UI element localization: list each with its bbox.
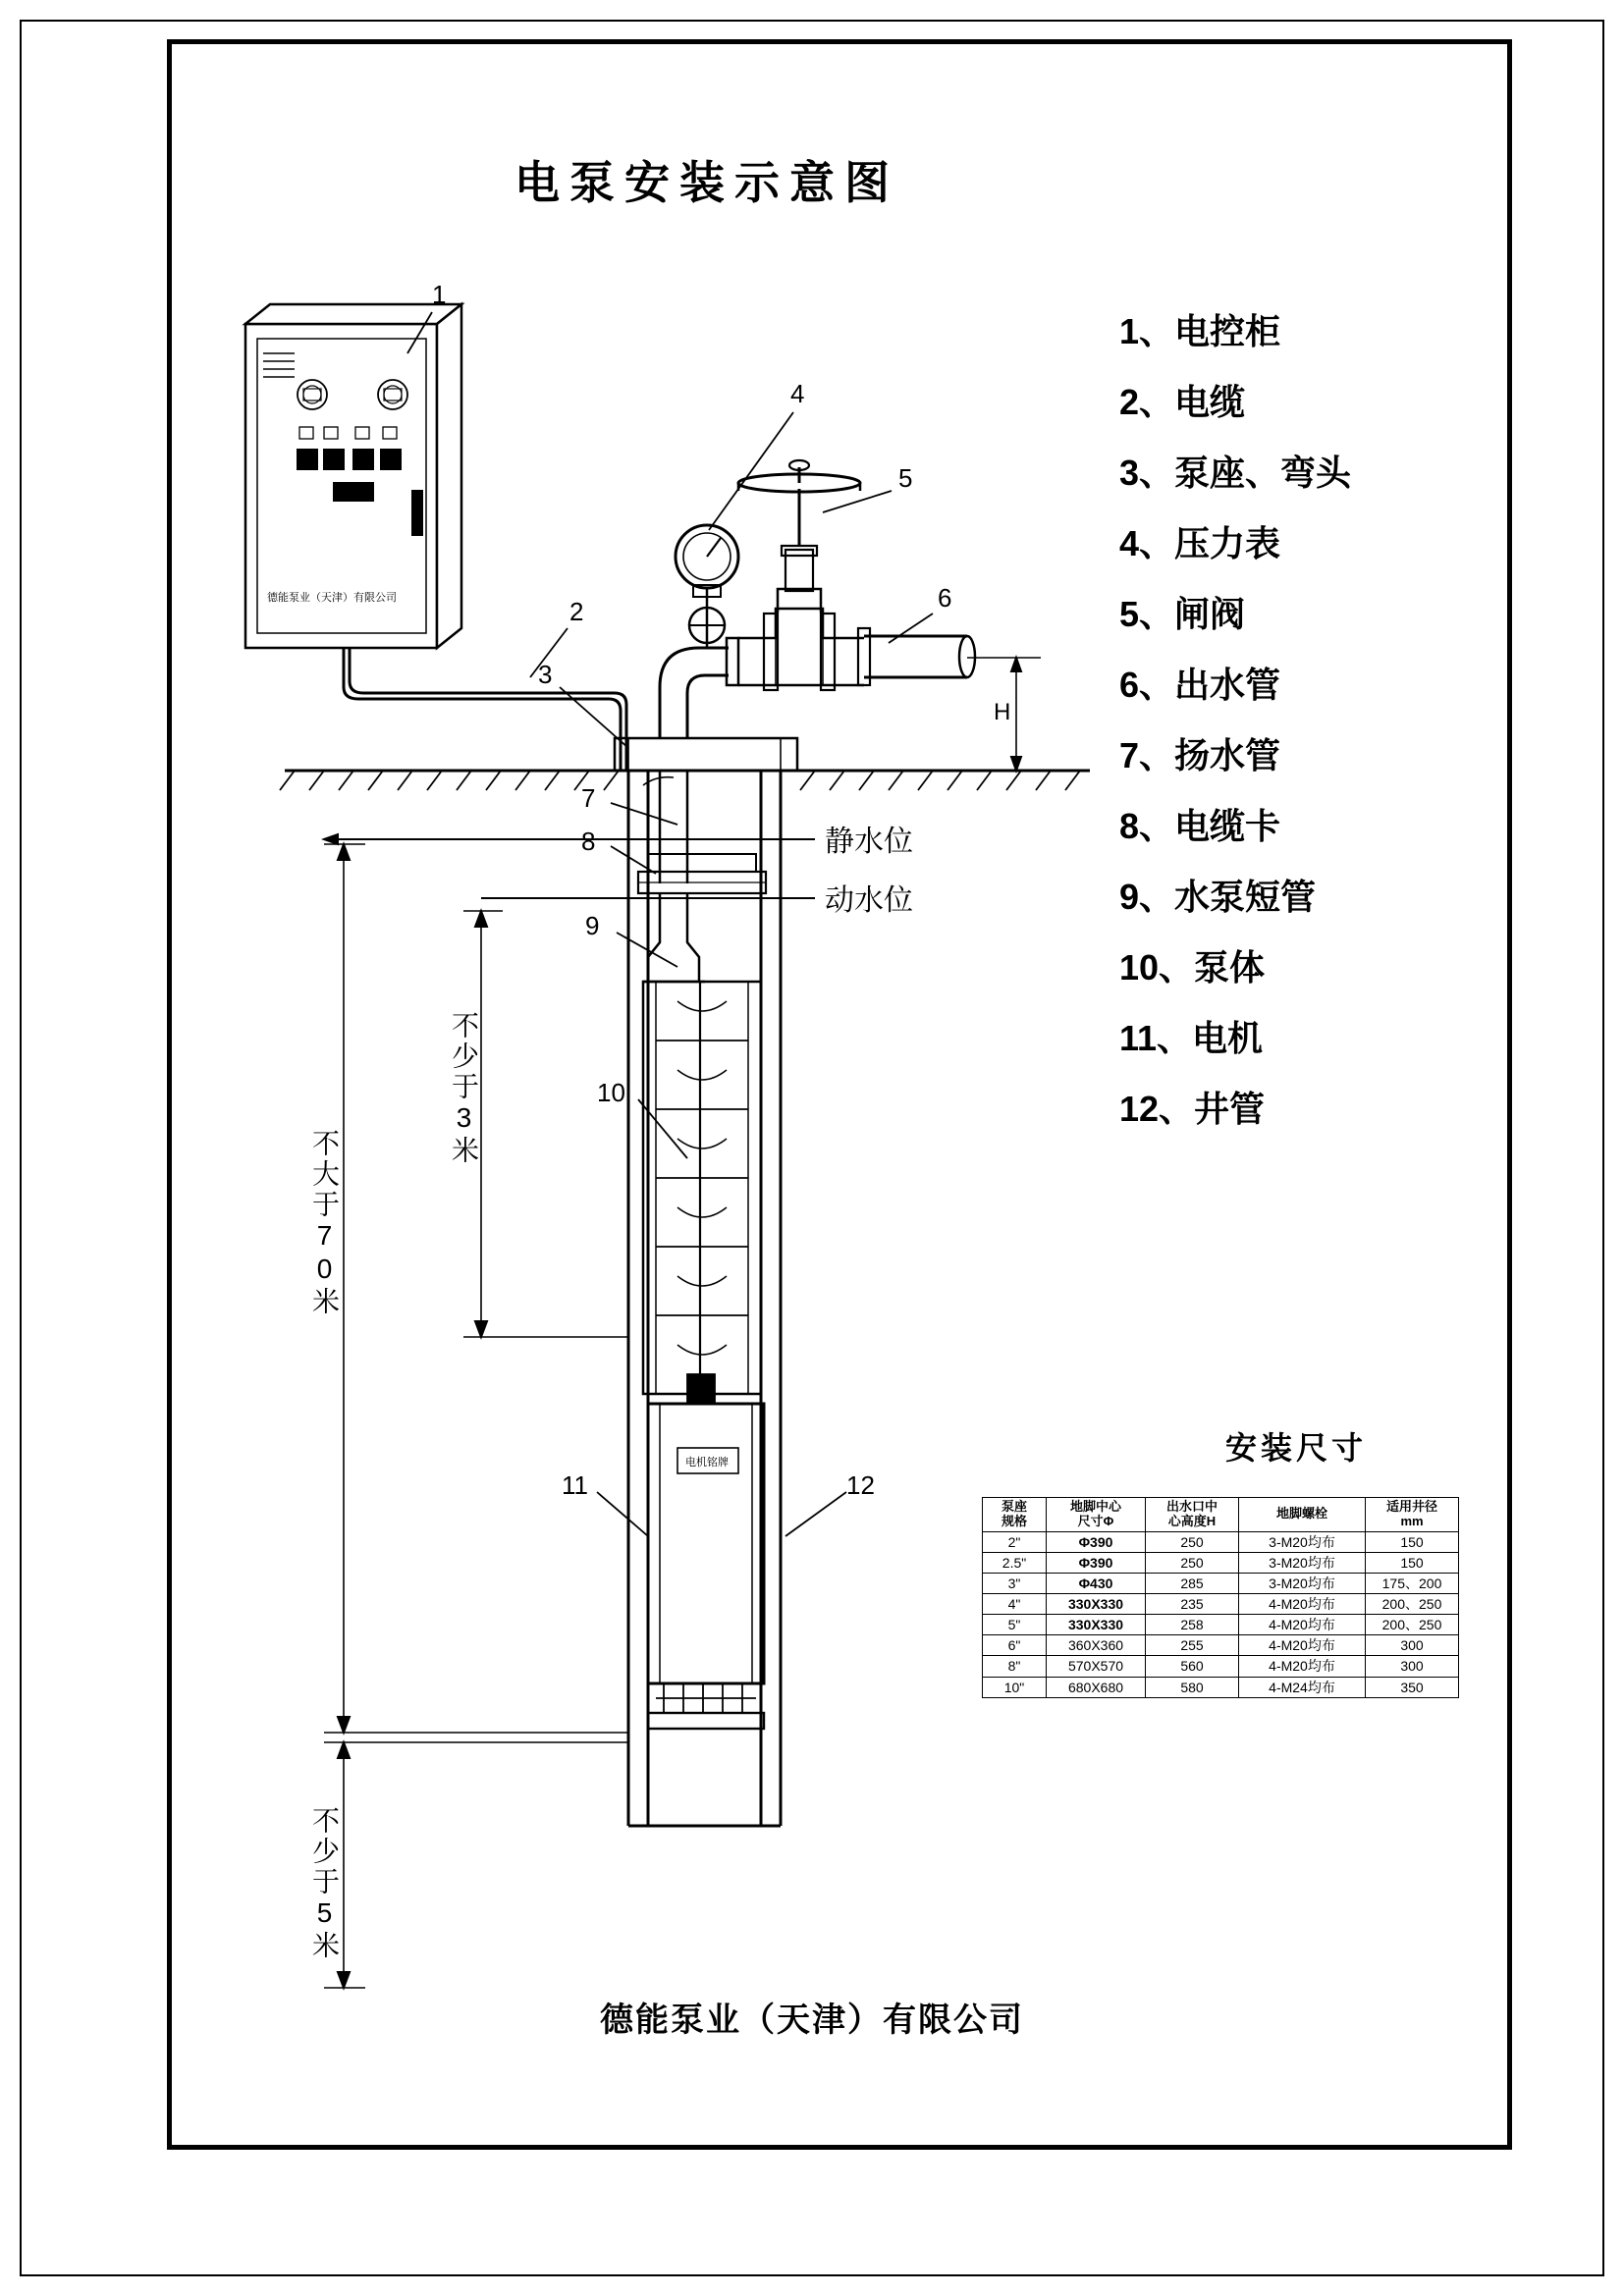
- callout-12: 12: [846, 1470, 875, 1500]
- dim-3m-label: 不少于3米: [449, 1011, 479, 1166]
- cell-outlet-height: 285: [1146, 1574, 1239, 1594]
- cell-well-dia: 350: [1366, 1677, 1459, 1697]
- ground-line: [280, 771, 1090, 790]
- table-row: [983, 1531, 1459, 1552]
- cell-spec: 5": [983, 1615, 1047, 1635]
- well-casing: [628, 771, 781, 1826]
- cell-outlet-height: 250: [1146, 1531, 1239, 1552]
- callout-2: 2: [569, 597, 584, 626]
- header-well-line2: mm: [1400, 1513, 1424, 1528]
- callout-7: 7: [581, 783, 596, 813]
- riser-pipe: [643, 771, 687, 883]
- header-bolt-line1: 地脚中心: [1069, 1499, 1121, 1514]
- callout-10: 10: [597, 1078, 625, 1107]
- cell-spec: 8": [983, 1656, 1047, 1677]
- cell-spec: 10": [983, 1677, 1047, 1697]
- cell-anchor-bolts: 4-M20均布: [1239, 1656, 1366, 1677]
- dimension-table-title: 安装尺寸: [1224, 1430, 1367, 1466]
- callout-3: 3: [538, 660, 553, 689]
- cell-well-dia: 150: [1366, 1552, 1459, 1573]
- header-spec-line2: 规格: [1001, 1513, 1027, 1528]
- header-cell-bolt-circle: [1047, 1498, 1146, 1532]
- table-row: [983, 1656, 1459, 1677]
- cell-outlet-height: 560: [1146, 1656, 1239, 1677]
- cell-anchor-bolts: 4-M20均布: [1239, 1635, 1366, 1656]
- legend-item-4: 4、压力表: [1119, 523, 1281, 563]
- table-row: [983, 1594, 1459, 1615]
- cell-spec: 4": [983, 1594, 1047, 1615]
- cell-bolt-circle: 330X330: [1047, 1594, 1146, 1615]
- legend-item-5: 5、闸阀: [1119, 594, 1246, 634]
- table-row: [983, 1677, 1459, 1697]
- cabinet-brand-label: 德能泵业（天津）有限公司: [267, 592, 397, 604]
- legend-item-8: 8、电缆卡: [1119, 806, 1281, 846]
- legend-item-12: 12、井管: [1119, 1089, 1266, 1129]
- cell-spec: 3": [983, 1574, 1047, 1594]
- table-header-row: [983, 1498, 1459, 1532]
- dim-5m-label: 不少于5米: [309, 1806, 340, 1961]
- cell-outlet-height: 580: [1146, 1677, 1239, 1697]
- static-water-label: 静水位: [825, 826, 913, 858]
- cell-well-dia: 300: [1366, 1635, 1459, 1656]
- cell-anchor-bolts: 4-M20均布: [1239, 1615, 1366, 1635]
- cell-bolt-circle: Φ390: [1047, 1531, 1146, 1552]
- cell-bolt-circle: 680X680: [1047, 1677, 1146, 1697]
- callout-5: 5: [898, 463, 913, 493]
- callout-8: 8: [581, 827, 596, 856]
- dim-70m: [324, 844, 628, 1733]
- legend-item-9: 9、水泵短管: [1119, 877, 1317, 917]
- table-row: [983, 1635, 1459, 1656]
- pump-body: [643, 982, 761, 1404]
- dynamic-water-label: 动水位: [825, 884, 913, 917]
- table-row: [983, 1615, 1459, 1635]
- page-title: 电泵安装示意图: [514, 157, 899, 208]
- cell-outlet-height: 255: [1146, 1635, 1239, 1656]
- motor-body: [648, 1404, 764, 1729]
- motor-nameplate-label: 电机铭牌: [685, 1457, 729, 1468]
- cell-anchor-bolts: 4-M20均布: [1239, 1594, 1366, 1615]
- dim-70m-label: 不大于70米: [309, 1129, 340, 1317]
- cell-well-dia: 150: [1366, 1531, 1459, 1552]
- callout-6: 6: [938, 583, 952, 613]
- static-water-level: [324, 834, 815, 844]
- header-well-line1: 适用井径: [1385, 1499, 1437, 1514]
- legend-item-2: 2、电缆: [1119, 382, 1246, 422]
- header-cell-outlet-height: [1146, 1498, 1239, 1532]
- cell-anchor-bolts: 3-M20均布: [1239, 1531, 1366, 1552]
- cell-well-dia: 300: [1366, 1656, 1459, 1677]
- header-bolt-line2: 尺寸Φ: [1077, 1513, 1114, 1528]
- cell-well-dia: 175、200: [1366, 1574, 1459, 1594]
- cell-bolt-circle: Φ390: [1047, 1552, 1146, 1573]
- legend-item-1: 1、电控柜: [1119, 311, 1281, 351]
- cell-outlet-height: 258: [1146, 1615, 1239, 1635]
- header-cell-spec: [983, 1498, 1047, 1532]
- cell-well-dia: 200、250: [1366, 1594, 1459, 1615]
- discharge-assembly: [676, 460, 975, 690]
- cable-clamp: [638, 854, 766, 893]
- cell-outlet-height: 250: [1146, 1552, 1239, 1573]
- cell-bolt-circle: 330X330: [1047, 1615, 1146, 1635]
- cell-well-dia: 200、250: [1366, 1615, 1459, 1635]
- dimension-table: [982, 1497, 1459, 1698]
- legend-item-6: 6、出水管: [1119, 665, 1281, 705]
- cell-bolt-circle: 360X360: [1047, 1635, 1146, 1656]
- callout-1: 1: [432, 280, 447, 309]
- cell-spec: 2": [983, 1531, 1047, 1552]
- dim-3m: [463, 911, 628, 1337]
- legend-item-11: 11、电机: [1119, 1018, 1264, 1058]
- callout-9: 9: [585, 911, 600, 940]
- cell-anchor-bolts: 3-M20均布: [1239, 1552, 1366, 1573]
- legend-item-10: 10、泵体: [1119, 947, 1266, 988]
- header-outlet-line2: 心高度H: [1167, 1513, 1217, 1528]
- callout-11: 11: [562, 1470, 588, 1500]
- legend-item-7: 7、扬水管: [1119, 735, 1281, 775]
- header-cell-well-dia: [1366, 1498, 1459, 1532]
- header-outlet-line1: 出水口中: [1165, 1499, 1218, 1514]
- table-row: [983, 1552, 1459, 1573]
- cell-anchor-bolts: 4-M24均布: [1239, 1677, 1366, 1697]
- header-cell-anchor-bolts: [1239, 1498, 1366, 1532]
- header-anchor-line1: 地脚螺栓: [1275, 1506, 1327, 1522]
- legend-item-3: 3、泵座、弯头: [1119, 453, 1352, 493]
- table-row: [983, 1574, 1459, 1594]
- cell-bolt-circle: 570X570: [1047, 1656, 1146, 1677]
- cell-outlet-height: 235: [1146, 1594, 1239, 1615]
- cell-spec: 6": [983, 1635, 1047, 1656]
- legend-list: [1119, 311, 1492, 1162]
- callout-4: 4: [790, 379, 805, 408]
- dim-5m: [324, 1742, 628, 1988]
- cell-anchor-bolts: 3-M20均布: [1239, 1574, 1366, 1594]
- pump-short-pipe: [643, 893, 705, 982]
- callout-h: H: [994, 699, 1011, 725]
- pump-base-elbow: [615, 638, 797, 771]
- cell-spec: 2.5": [983, 1552, 1047, 1573]
- cell-bolt-circle: Φ430: [1047, 1574, 1146, 1594]
- footer-company: 德能泵业（天津）有限公司: [600, 2002, 1024, 2039]
- header-spec-line1: 泵座: [1001, 1499, 1027, 1514]
